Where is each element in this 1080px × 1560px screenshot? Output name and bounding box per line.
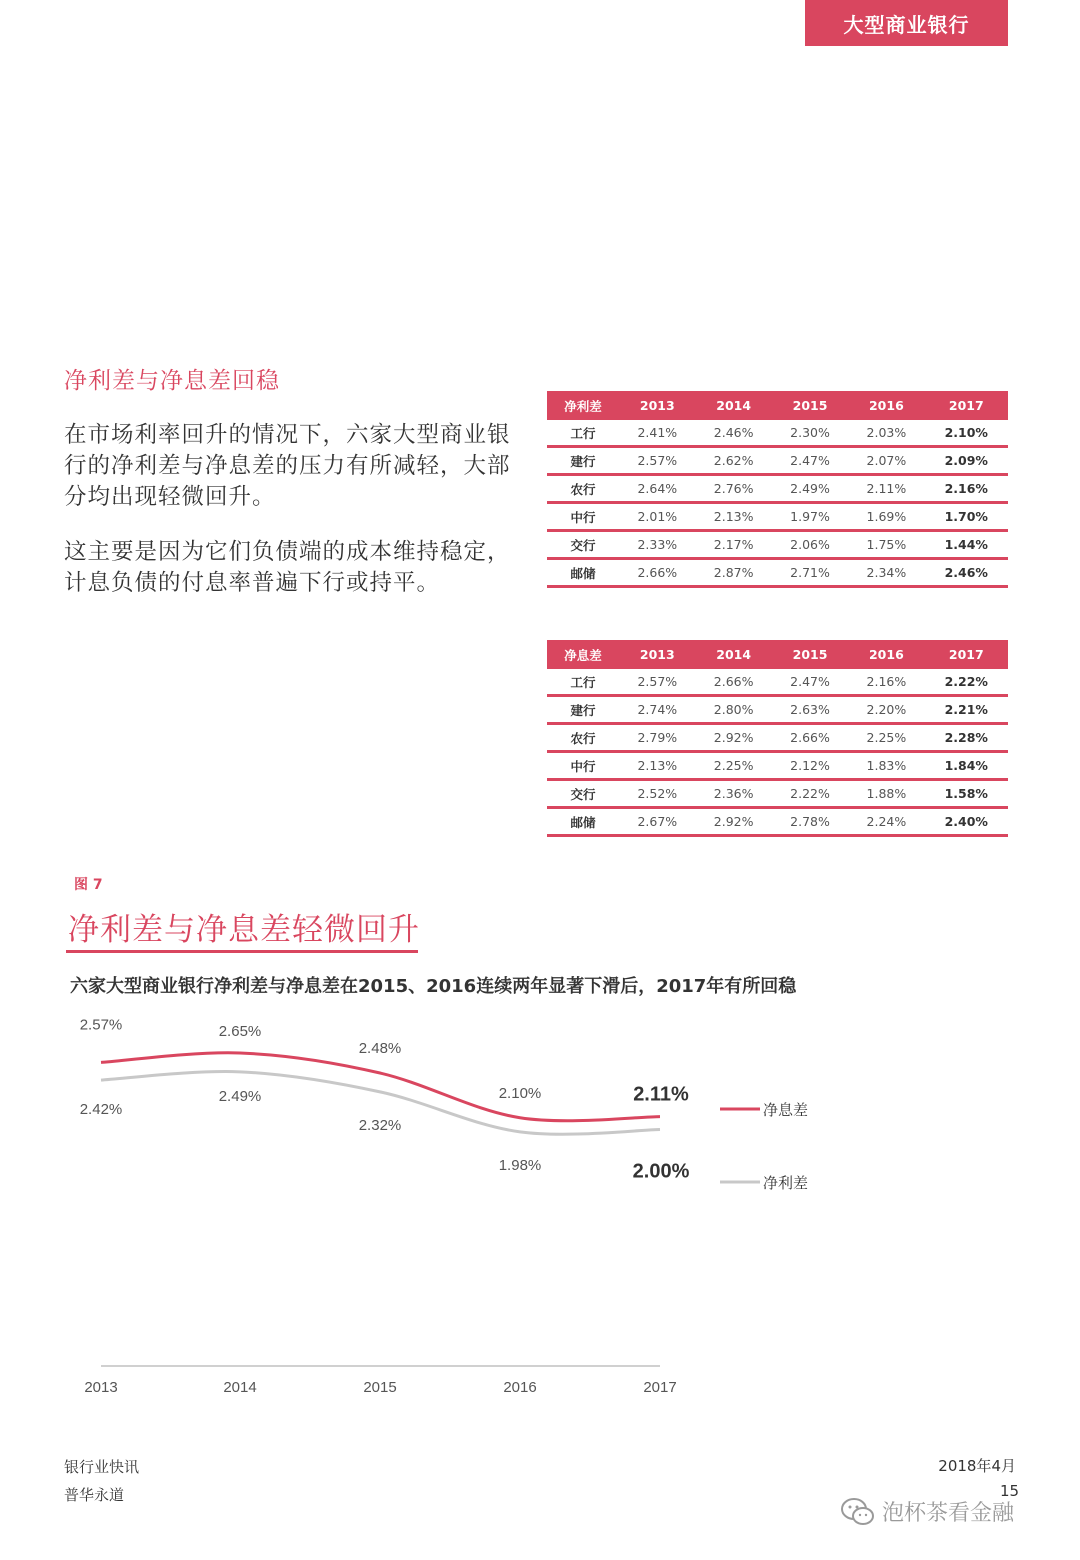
table-header-metric: 净利差: [547, 391, 619, 420]
rate-cell: 2.20%: [848, 696, 924, 724]
rate-cell: 2.62%: [695, 447, 771, 475]
rate-cell: 2.71%: [772, 559, 848, 587]
figure-subtitle: 六家大型商业银行净利差与净息差在2015、2016连续两年显著下滑后，2017年有所回稳: [70, 976, 797, 997]
table-row: [547, 559, 1008, 587]
rate-cell: 1.84%: [925, 752, 1008, 780]
table-header-year: 2017: [925, 640, 1008, 669]
rate-cell: 2.57%: [619, 669, 695, 696]
table-header-year: 2013: [619, 391, 695, 420]
rate-cell: 2.13%: [695, 503, 771, 531]
rate-cell: 2.87%: [695, 559, 771, 587]
table-row: [547, 503, 1008, 531]
rate-cell: 1.97%: [772, 503, 848, 531]
rate-cell: 2.12%: [772, 752, 848, 780]
table-header-year: 2015: [772, 640, 848, 669]
rate-cell: 2.21%: [925, 696, 1008, 724]
rate-cell: 2.25%: [695, 752, 771, 780]
rate-cell: 1.44%: [925, 531, 1008, 559]
table-header-year: 2013: [619, 640, 695, 669]
bank-name-cell: 中行: [547, 752, 619, 780]
rate-cell: 1.70%: [925, 503, 1008, 531]
publication-name: 银行业快讯: [64, 1458, 140, 1476]
data-label: 2.65%: [218, 1023, 262, 1040]
bank-name-cell: 农行: [547, 724, 619, 752]
rate-cell: 2.24%: [848, 808, 924, 836]
rate-cell: 2.76%: [695, 475, 771, 503]
watermark: [840, 1496, 1014, 1527]
table-header-year: 2014: [695, 640, 771, 669]
figure-title-underline: [66, 950, 418, 953]
rate-cell: 2.49%: [772, 475, 848, 503]
rate-cell: 2.46%: [695, 420, 771, 447]
rate-cell: 2.01%: [619, 503, 695, 531]
table-row: [547, 696, 1008, 724]
data-label: 2.10%: [498, 1084, 542, 1102]
rate-cell: 2.64%: [619, 475, 695, 503]
rate-cell: 2.17%: [695, 531, 771, 559]
table-header-year: 2014: [695, 391, 771, 420]
table-header-year: 2015: [772, 391, 848, 420]
rate-cell: 1.58%: [925, 780, 1008, 808]
x-tick-label: 2016: [503, 1379, 537, 1396]
paragraph-2: 这主要是因为它们负债端的成本维持稳定，计息负债的付息率普遍下行或持平。: [64, 539, 511, 596]
x-tick-label: 2015: [363, 1379, 397, 1396]
figure-title: 净利差与净息差轻微回升: [68, 912, 420, 948]
table-header-metric: 净息差: [547, 640, 619, 669]
data-label: 2.57%: [79, 1016, 123, 1034]
rate-cell: 2.22%: [925, 669, 1008, 696]
rate-cell: 2.33%: [619, 531, 695, 559]
table-row: [547, 780, 1008, 808]
table-row: [547, 420, 1008, 447]
table-header-year: 2016: [848, 640, 924, 669]
table-header-year: 2017: [925, 391, 1008, 420]
rate-cell: 2.74%: [619, 696, 695, 724]
bank-name-cell: 工行: [547, 420, 619, 447]
data-label: 2.32%: [358, 1116, 402, 1134]
rate-cell: 2.79%: [619, 724, 695, 752]
bank-name-cell: 农行: [547, 475, 619, 503]
data-label: 2.11%: [633, 1083, 689, 1106]
wechat-icon: [840, 1497, 876, 1527]
rate-cell: 2.22%: [772, 780, 848, 808]
table-row: [547, 475, 1008, 503]
rate-cell: 2.10%: [925, 420, 1008, 447]
rate-cell: 2.47%: [772, 447, 848, 475]
rate-cell: 2.28%: [925, 724, 1008, 752]
rate-cell: 1.88%: [848, 780, 924, 808]
net-interest-spread-table: [547, 391, 1008, 588]
data-label: 2.49%: [218, 1087, 262, 1105]
table-header-year: 2016: [848, 391, 924, 420]
rate-cell: 2.66%: [619, 559, 695, 587]
rate-cell: 2.40%: [925, 808, 1008, 836]
table-row: [547, 724, 1008, 752]
bank-name-cell: 建行: [547, 696, 619, 724]
rate-cell: 2.47%: [772, 669, 848, 696]
data-label: 1.98%: [498, 1156, 542, 1174]
table-header-row: [547, 391, 1008, 420]
bank-name-cell: 邮储: [547, 808, 619, 836]
rate-cell: 1.83%: [848, 752, 924, 780]
bank-name-cell: 建行: [547, 447, 619, 475]
x-tick-label: 2017: [643, 1379, 677, 1396]
rate-cell: 2.52%: [619, 780, 695, 808]
rate-cell: 2.66%: [772, 724, 848, 752]
rate-cell: 2.57%: [619, 447, 695, 475]
net-interest-margin-table: [547, 640, 1008, 837]
rate-cell: 2.67%: [619, 808, 695, 836]
rate-cell: 2.36%: [695, 780, 771, 808]
rate-cell: 2.92%: [695, 724, 771, 752]
x-tick-label: 2014: [223, 1379, 257, 1396]
figure-label: 图 7: [74, 877, 103, 893]
bank-name-cell: 邮储: [547, 559, 619, 587]
rate-cell: 2.80%: [695, 696, 771, 724]
line-chart: [0, 1000, 1080, 1410]
table-row: [547, 531, 1008, 559]
section-tab: 大型商业银行: [805, 0, 1008, 46]
legend-label: 净利差: [763, 1174, 809, 1192]
table-row: [547, 669, 1008, 696]
section-heading: 净利差与净息差回稳: [64, 368, 280, 394]
rate-cell: 2.16%: [848, 669, 924, 696]
bank-name-cell: 交行: [547, 531, 619, 559]
rate-cell: 2.16%: [925, 475, 1008, 503]
bank-name-cell: 中行: [547, 503, 619, 531]
rate-cell: 2.63%: [772, 696, 848, 724]
rate-cell: 2.07%: [848, 447, 924, 475]
paragraph-1: 在市场利率回升的情况下，六家大型商业银行的净利差与净息差的压力有所减轻，大部分均出现轻微回升。: [64, 422, 511, 510]
rate-cell: 2.41%: [619, 420, 695, 447]
table-header-row: [547, 640, 1008, 669]
table-row: [547, 447, 1008, 475]
rate-cell: 2.06%: [772, 531, 848, 559]
rate-cell: 1.75%: [848, 531, 924, 559]
rate-cell: 2.13%: [619, 752, 695, 780]
x-tick-label: 2013: [84, 1379, 118, 1396]
company-name: 普华永道: [64, 1486, 125, 1504]
rate-cell: 2.46%: [925, 559, 1008, 587]
data-label: 2.00%: [632, 1160, 690, 1183]
table-row: [547, 808, 1008, 836]
table-row: [547, 752, 1008, 780]
watermark-text: 泡杯茶看金融: [882, 1501, 1015, 1526]
rate-cell: 1.69%: [848, 503, 924, 531]
rate-cell: 2.09%: [925, 447, 1008, 475]
data-label: 2.42%: [79, 1101, 123, 1119]
data-label: 2.48%: [358, 1040, 402, 1058]
series-line: [101, 1053, 660, 1121]
rate-cell: 2.03%: [848, 420, 924, 447]
publication-date: 2018年4月: [938, 1457, 1016, 1475]
bank-name-cell: 交行: [547, 780, 619, 808]
rate-cell: 2.92%: [695, 808, 771, 836]
bank-name-cell: 工行: [547, 669, 619, 696]
rate-cell: 2.66%: [695, 669, 771, 696]
rate-cell: 2.30%: [772, 420, 848, 447]
page-number: 15: [1000, 1482, 1020, 1500]
rate-cell: 2.78%: [772, 808, 848, 836]
rate-cell: 2.11%: [848, 475, 924, 503]
rate-cell: 2.25%: [848, 724, 924, 752]
rate-cell: 2.34%: [848, 559, 924, 587]
legend-label: 净息差: [763, 1101, 809, 1119]
